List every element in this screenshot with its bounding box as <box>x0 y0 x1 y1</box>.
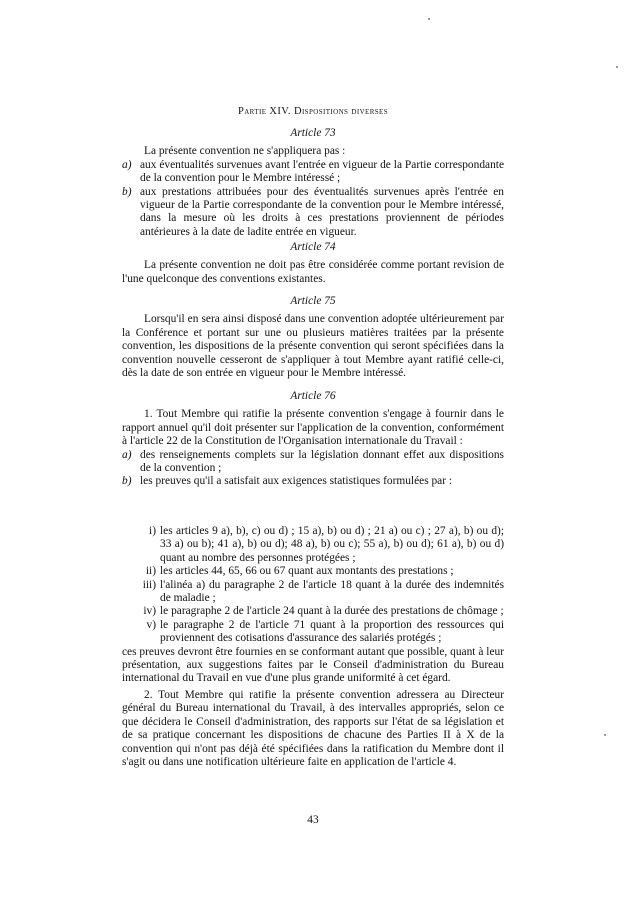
list-item <box>122 159 504 186</box>
scan-speck <box>428 18 430 20</box>
scan-speck <box>616 66 618 68</box>
item-text: des renseignements complets sur la législation donnant effet aux dispositions de la convention ; <box>140 448 504 475</box>
item-text: aux prestations attribuées pour des éventualités survenues après l'entrée en vigueur de la Partie correspondante de la convention pour le Membre intéressé, dans la mesure où les droits à ces prestations proviennent de périodes antérieures à la date de ladite entrée en vigueur. <box>140 185 504 238</box>
page-number: 43 <box>307 814 319 826</box>
sub-item <box>122 525 504 565</box>
article-76-paragraph-2: 2. Tout Membre qui ratifie la présente convention adressera au Directeur général du Bureau international du Travail, à des intervalles appropriés, selon ce que décidera le Conseil d'administration, des rapports sur l'état de sa législation et de sa pratique concernant les dispositions de chacune des Parties II à X de la convention qui n'ont pas déjà été spécifiées dans la ratification du Membre dont il s'agit ou dans une notification ultérieure faite en application de l'article 4. <box>122 688 504 768</box>
article-75-text: Lorsqu'il en sera ainsi disposé dans une convention adoptée ultérieurement par la Conférence et portant sur une ou plusieurs matières traitées par la présente convention, les dispositions de la présente convention qui seront spécifiées dans la convention nouvelle cesseront de s'appliquer à tout Membre ayant ratifié celle-ci, dès la date de son entrée en vigueur pour le Membre intéressé. <box>122 313 504 380</box>
sub-item-text: le paragraphe 2 de l'article 24 quant à la durée des prestations de chômage ; <box>160 605 504 618</box>
article-73 <box>122 127 504 239</box>
scan-speck <box>604 734 606 736</box>
sub-item-label: i) <box>149 525 156 537</box>
item-label: b) <box>122 185 132 198</box>
article-73-intro: La présente convention ne s'appliquera pas : <box>144 145 346 158</box>
item-text: les preuves qu'il a satisfait aux exigences statistiques formulées par : <box>140 475 453 488</box>
list-item <box>122 186 504 240</box>
sub-item-text: les articles 9 a), b), c) ou d) ; 15 a), b) ou d) ; 21 a) ou c) ; 27 a), b) ou d); 33 a) ou b); 41 a), b) ou d); 48 a), b) ou c); 55 a), b) ou d); 61 a), b) ou d) quant au nombre des personnes protégées ; <box>160 525 504 564</box>
article-76-paragraph-1: 1. Tout Membre qui ratifie la présente convention s'engage à fournir dans le rapport annuel qu'il doit présenter sur l'application de la convention, conformément à l'article 22 de la Constitution de l'Organisation internationale du Travail : <box>122 408 504 448</box>
sub-item-label: ii) <box>145 565 156 578</box>
item-label: a) <box>122 448 132 461</box>
article-75 <box>122 295 504 380</box>
article-74-text: La présente convention ne doit pas être considérée comme portant revision de l'une quelconque des conventions existantes. <box>122 259 504 285</box>
article-73-title: Article 73 <box>290 127 336 139</box>
item-text: aux éventualités survenues avant l'entrée en vigueur de la Partie correspondante de la convention pour le Membre intéressé ; <box>140 158 504 185</box>
sub-item <box>122 619 504 646</box>
sub-item-label: v) <box>146 618 156 631</box>
sub-item-text: le paragraphe 2 de l'article 71 quant à la proportion des ressources qui proviennent des cotisations d'assurance des salariés protégés ; <box>160 618 504 645</box>
article-76 <box>122 390 504 489</box>
sub-item <box>122 605 504 618</box>
sub-item <box>122 579 504 606</box>
list-item <box>122 449 504 476</box>
article-76-title: Article 76 <box>290 390 336 402</box>
list-item <box>122 475 504 488</box>
article-74-title: Article 74 <box>290 241 336 253</box>
article-75-title: Article 75 <box>290 295 336 307</box>
article-74 <box>122 241 504 286</box>
sub-item <box>122 565 504 578</box>
part-title: Partie XIV. Dispositions diverses <box>237 106 389 117</box>
sub-item-text: les articles 44, 65, 66 ou 67 quant aux montants des prestations ; <box>160 565 454 578</box>
sub-item-label: iii) <box>142 578 156 591</box>
sub-item-label: iv) <box>143 605 156 618</box>
item-label: b) <box>122 475 132 488</box>
article-76-continued <box>122 525 504 769</box>
article-76-evidence-note: ces preuves devront être fournies en se conformant autant que possible, quant à leur présentation, aux suggestions faites par le Conseil d'administration du Bureau international du Travail en vue d'une plus grande uniformité à cet égard. <box>122 645 504 685</box>
sub-item-text: l'alinéa a) du paragraphe 2 de l'article 18 quant à la durée des indemnités de maladie ; <box>160 578 504 605</box>
item-label: a) <box>122 158 132 171</box>
